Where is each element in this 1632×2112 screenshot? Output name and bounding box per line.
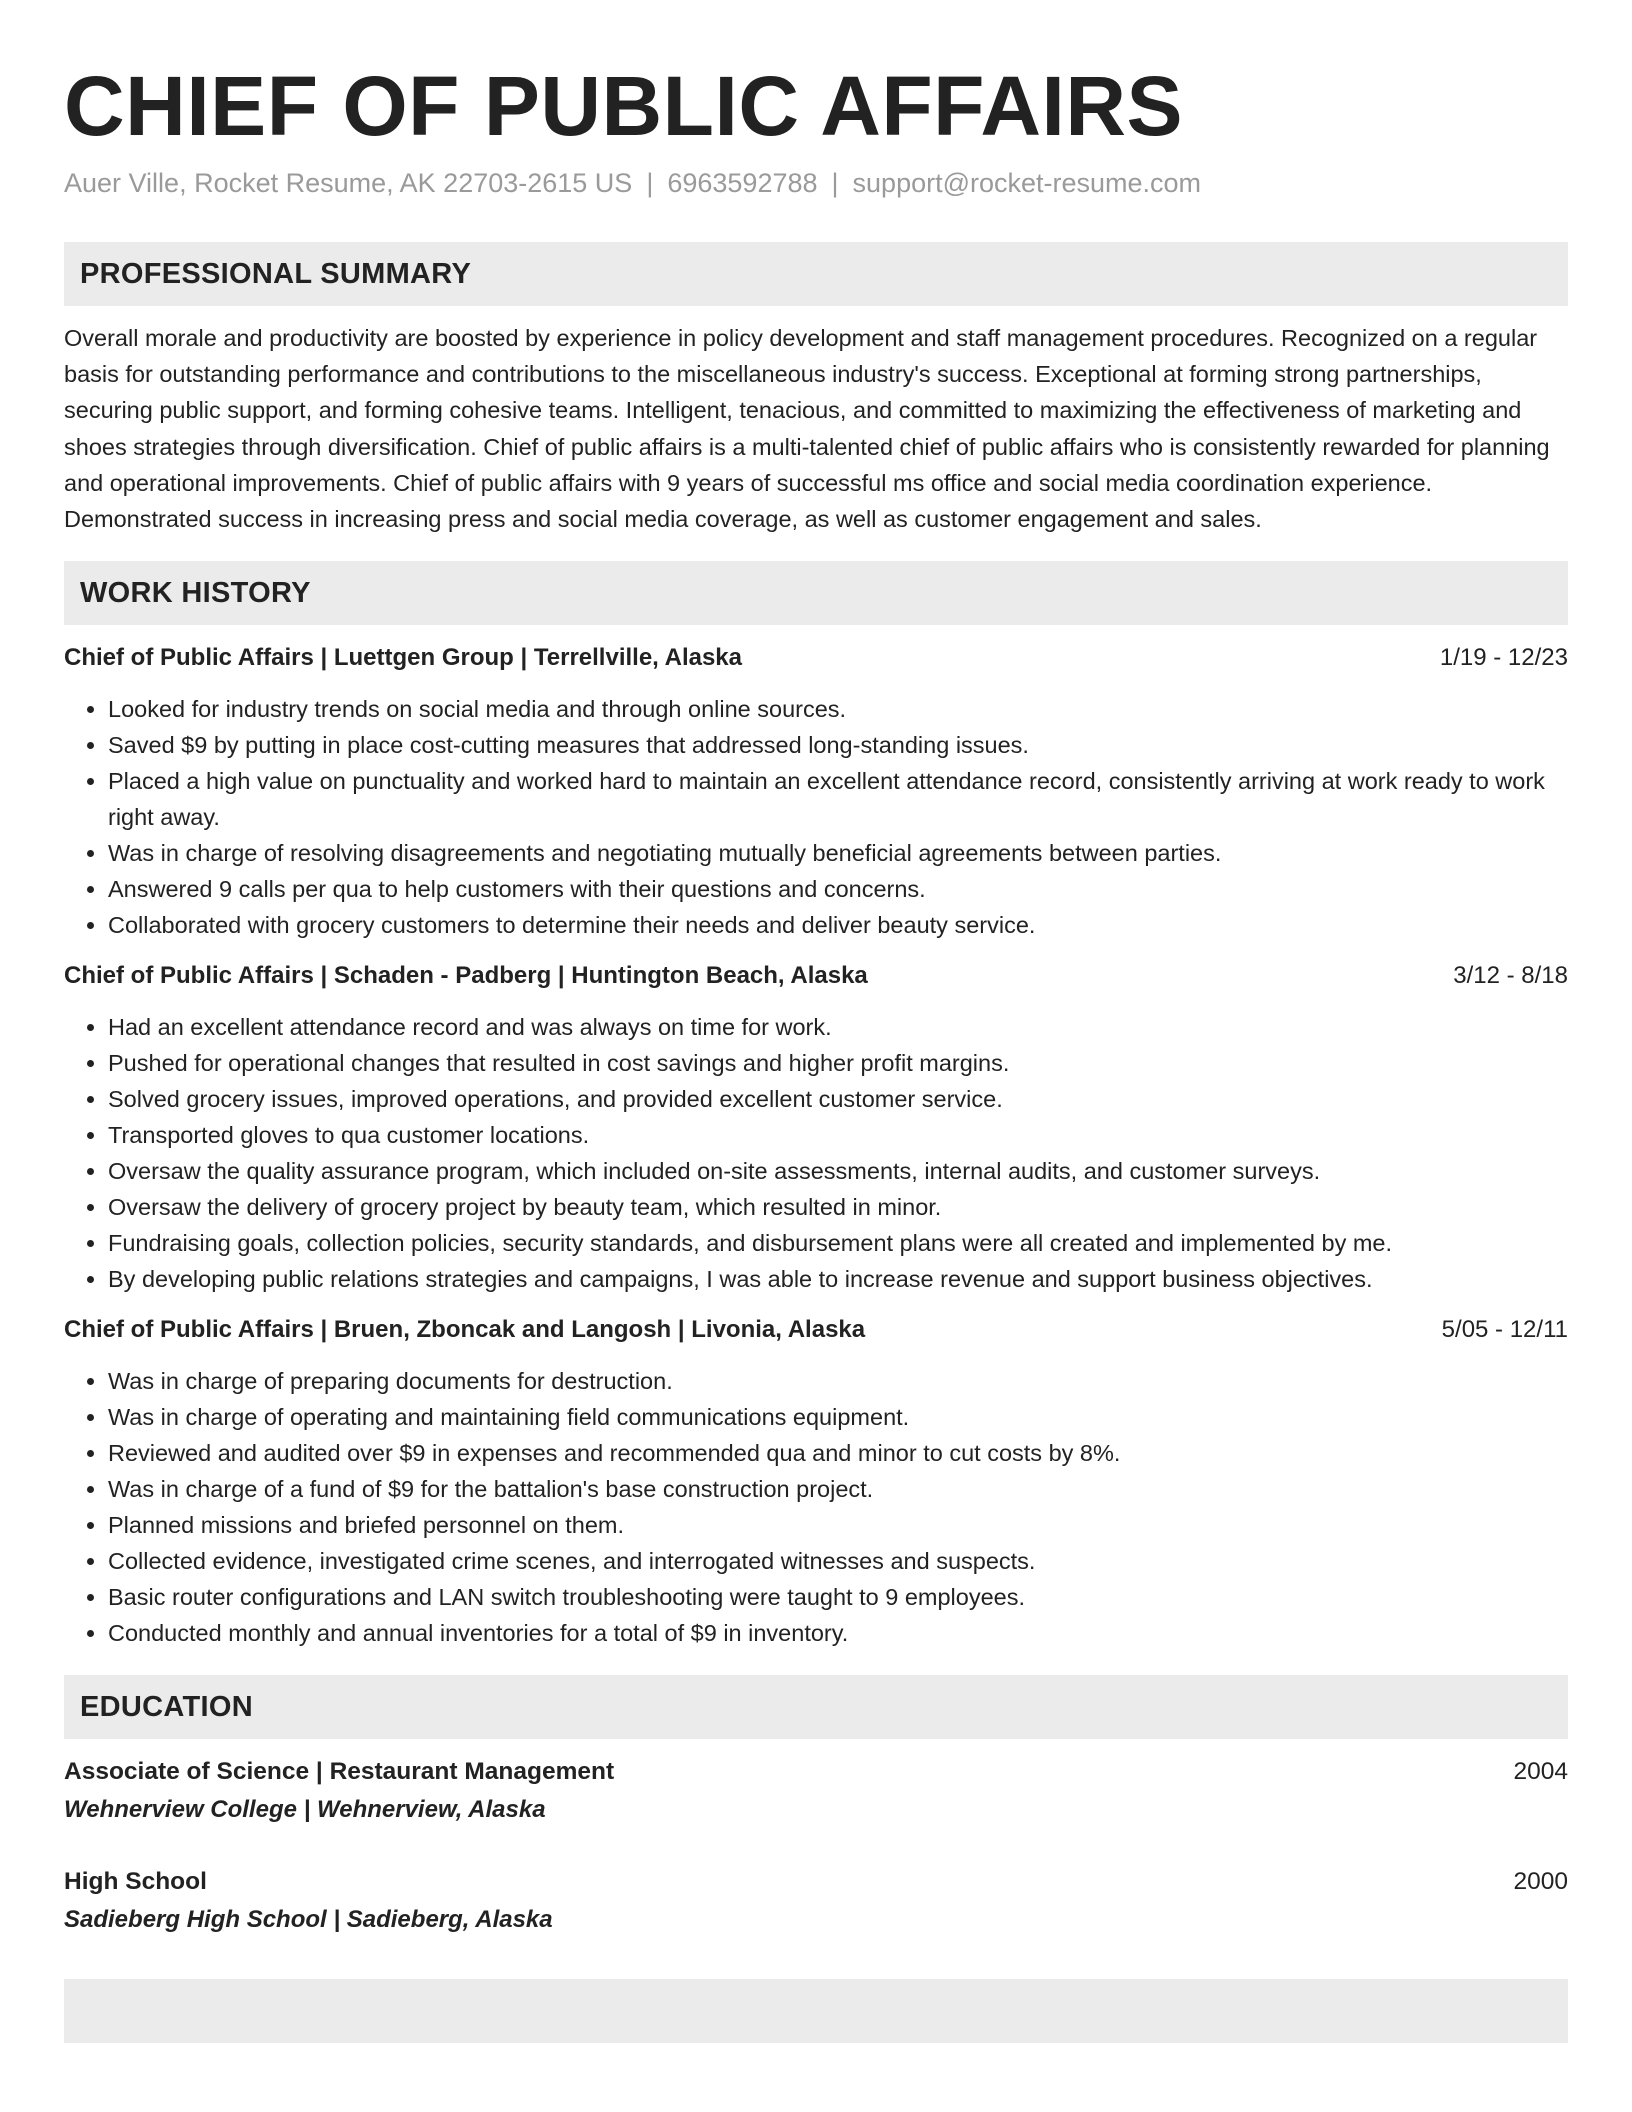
education-degree: Associate of Science | Restaurant Management	[64, 1758, 615, 1786]
contact-address: Auer Ville, Rocket Resume, AK 22703-2615 US	[64, 168, 633, 198]
job-bullet: • Basic router configurations and LAN switch troubleshooting were taught to 9 employees.	[108, 1579, 1568, 1615]
job-dates: 5/05 - 12/11	[1441, 1316, 1568, 1344]
next-section-header	[64, 1979, 1568, 2043]
education-entry	[64, 1863, 1568, 1939]
summary-section-header	[64, 242, 1568, 306]
job-bullet: • By developing public relations strategies and campaigns, I was able to increase revenue and support business objectives.	[108, 1261, 1568, 1297]
job-bullets	[64, 1363, 1568, 1651]
contact-separator: |	[831, 168, 839, 198]
education-section-header	[64, 1675, 1568, 1739]
education-heading: EDUCATION	[80, 1690, 253, 1723]
resume-page	[64, 0, 1568, 2043]
job-bullet: • Pushed for operational changes that resulted in cost savings and higher profit margins.	[108, 1045, 1568, 1081]
job-bullet: • Transported gloves to qua customer locations.	[108, 1117, 1568, 1153]
job-bullet: • Answered 9 calls per qua to help customers with their questions and concerns.	[108, 871, 1568, 907]
job-bullet: • Was in charge of preparing documents for destruction.	[108, 1363, 1568, 1399]
job-entry	[64, 641, 1568, 943]
job-title: Chief of Public Affairs | Schaden - Padberg | Huntington Beach, Alaska	[64, 962, 868, 990]
job-bullet: • Collected evidence, investigated crime scenes, and interrogated witnesses and suspects.	[108, 1543, 1568, 1579]
education-header	[64, 1753, 1568, 1791]
job-title: Chief of Public Affairs | Bruen, Zboncak and Langosh | Livonia, Alaska	[64, 1316, 866, 1344]
job-bullets	[64, 1009, 1568, 1297]
education-year: 2000	[1513, 1868, 1568, 1896]
job-bullet: • Solved grocery issues, improved operations, and provided excellent customer service.	[108, 1081, 1568, 1117]
job-bullet: • Collaborated with grocery customers to determine their needs and deliver beauty service.	[108, 907, 1568, 943]
job-header	[64, 959, 1568, 993]
education-school: Sadieberg High School | Sadieberg, Alaska	[64, 1906, 553, 1934]
job-bullet: • Had an excellent attendance record and was always on time for work.	[108, 1009, 1568, 1045]
work-section-header	[64, 561, 1568, 625]
job-title: Chief of Public Affairs | Luettgen Group | Terrellville, Alaska	[64, 644, 742, 672]
job-entry	[64, 959, 1568, 1297]
job-entry	[64, 1313, 1568, 1651]
job-bullet: • Looked for industry trends on social media and through online sources.	[108, 691, 1568, 727]
job-bullet: • Reviewed and audited over $9 in expenses and recommended qua and minor to cut costs by 8%.	[108, 1435, 1568, 1471]
job-bullet: • Conducted monthly and annual inventories for a total of $9 in inventory.	[108, 1615, 1568, 1651]
page-title: CHIEF OF PUBLIC AFFAIRS	[64, 59, 1184, 153]
job-header	[64, 1313, 1568, 1347]
contact-line	[64, 166, 1568, 200]
job-header	[64, 641, 1568, 675]
contact-phone: 6963592788	[667, 168, 818, 198]
work-heading: WORK HISTORY	[80, 576, 311, 609]
education-year: 2004	[1513, 1758, 1568, 1786]
education-header	[64, 1863, 1568, 1901]
summary-heading: PROFESSIONAL SUMMARY	[80, 257, 472, 290]
job-bullet: • Planned missions and briefed personnel on them.	[108, 1507, 1568, 1543]
job-dates: 1/19 - 12/23	[1439, 644, 1568, 672]
job-bullet: • Placed a high value on punctuality and worked hard to maintain an excellent attendance record, consistently arriving at work ready to work right away.	[108, 763, 1568, 835]
contact-email: support@rocket-resume.com	[852, 168, 1202, 198]
contact-separator: |	[646, 168, 654, 198]
education-degree: High School	[64, 1868, 207, 1896]
job-bullet: • Fundraising goals, collection policies, security standards, and disbursement plans were all created and implemented by me.	[108, 1225, 1568, 1261]
job-bullet: • Was in charge of operating and maintaining field communications equipment.	[108, 1399, 1568, 1435]
job-bullet: • Oversaw the delivery of grocery project by beauty team, which resulted in minor.	[108, 1189, 1568, 1225]
job-bullet: • Oversaw the quality assurance program, which included on-site assessments, internal audits, and customer surveys.	[108, 1153, 1568, 1189]
job-bullets	[64, 691, 1568, 943]
job-bullet: • Was in charge of resolving disagreements and negotiating mutually beneficial agreements between parties.	[108, 835, 1568, 871]
education-entry	[64, 1753, 1568, 1829]
education-school: Wehnerview College | Wehnerview, Alaska	[64, 1796, 546, 1824]
job-bullet: • Was in charge of a fund of $9 for the battalion's base construction project.	[108, 1471, 1568, 1507]
job-dates: 3/12 - 8/18	[1453, 962, 1568, 990]
job-bullet: • Saved $9 by putting in place cost-cutting measures that addressed long-standing issues.	[108, 727, 1568, 763]
summary-text: Overall morale and productivity are boosted by experience in policy development and staff management procedures. Recognized on a regular basis for outstanding performance and contributions to the miscellaneous industry's success. Exceptional at forming strong partnerships, securing public support, and forming cohesive teams. Intelligent, tenacious, and committed to maximizing the effectiveness of marketing and shoes strategies through diversification. Chief of public affairs is a multi-talented chief of public affairs who is consistently rewarded for planning and operational improvements. Chief of public affairs with 9 years of successful ms office and social media coordination experience. Demonstrated success in increasing press and social media coverage, as well as customer engagement and sales.	[64, 325, 1550, 533]
